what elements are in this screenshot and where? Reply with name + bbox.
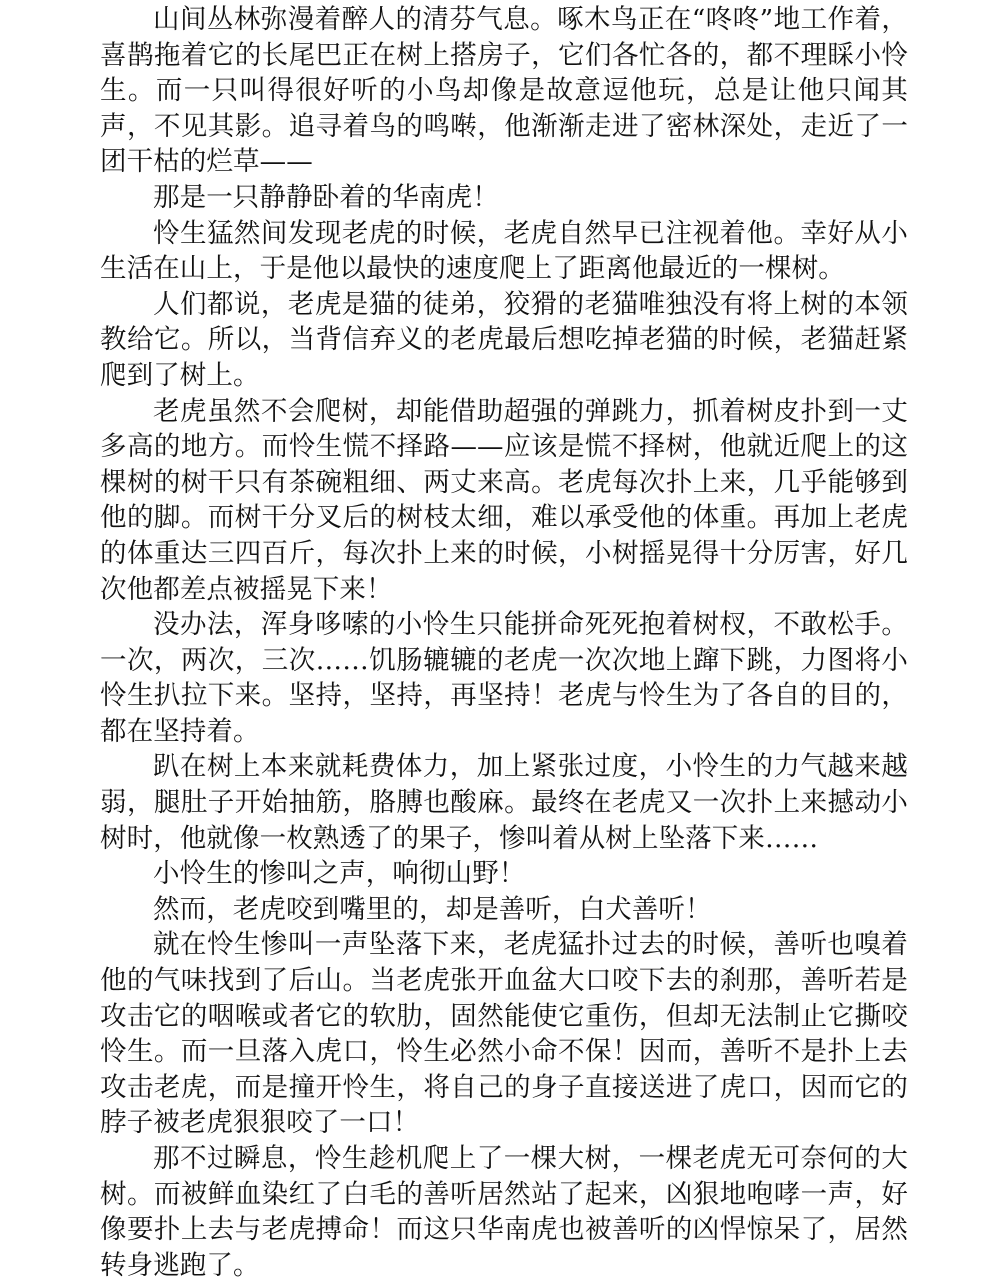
paragraph-4: 人们都说，老虎是猫的徒弟，狡猾的老猫唯独没有将上树的本领教给它。所以，当背信弃义的老虎最后想吃掉老猫的时候，老猫赶紧爬到了树上。 xyxy=(100,288,908,391)
paragraph-6: 没办法，浑身哆嗦的小怜生只能拼命死死抱着树杈，不敢松手。一次，两次，三次……饥肠辘辘的老虎一次次地上蹿下跳，力图将小怜生扒拉下来。坚持，坚持，再坚持！老虎与怜生为了各自的目的，都在坚持着。 xyxy=(100,609,908,747)
paragraph-2: 那是一只静静卧着的华南虎！ xyxy=(153,181,499,213)
paragraph-11: 那不过瞬息，怜生趁机爬上了一棵大树，一棵老虎无可奈何的大树。而被鲜血染红了白毛的善听居然站了起来，凶狠地咆哮一声，好像要扑上去与老虎搏命！而这只华南虎也被善听的凶悍惊呆了，居然转身逃跑了。 xyxy=(100,1143,908,1281)
paragraph-9: 然而，老虎咬到嘴里的，却是善听，白犬善听！ xyxy=(153,893,712,925)
story-text xyxy=(100,2,908,1283)
paragraph-3: 怜生猛然间发现老虎的时候，老虎自然早已注视着他。幸好从小生活在山上，于是他以最快的速度爬上了距离他最近的一棵树。 xyxy=(100,217,908,285)
paragraph-7: 趴在树上本来就耗费体力，加上紧张过度，小怜生的力气越来越弱，腿肚子开始抽筋，胳膊也酸麻。最终在老虎又一次扑上来撼动小树时，他就像一枚熟透了的果子，惨叫着从树上坠落下来…… xyxy=(100,751,908,854)
paragraph-5: 老虎虽然不会爬树，却能借助超强的弹跳力，抓着树皮扑到一丈多高的地方。而怜生慌不择路——应该是慌不择树，他就近爬上的这棵树的树干只有茶碗粗细、两丈来高。老虎每次扑上来，几乎能够到他的脚。而树干分叉后的树枝太细，难以承受他的体重。再加上老虎的体重达三四百斤，每次扑上来的时候，小树摇晃得十分厉害，好几次他都差点被摇晃下来！ xyxy=(100,395,908,605)
paragraph-8: 小怜生的惨叫之声，响彻山野！ xyxy=(153,858,526,890)
paragraph-1: 山间丛林弥漫着醉人的清芬气息。啄木鸟正在“咚咚”地工作着，喜鹊拖着它的长尾巴正在树上搭房子，它们各忙各的，都不理睬小怜生。而一只叫得很好听的小鸟却像是故意逗他玩，总是让他只闻其声，不见其影。追寻着鸟的鸣啭，他渐渐走进了密林深处，走近了一团干枯的烂草—— xyxy=(100,4,908,178)
paragraph-10: 就在怜生惨叫一声坠落下来，老虎猛扑过去的时候，善听也嗅着他的气味找到了后山。当老虎张开血盆大口咬下去的刹那，善听若是攻击它的咽喉或者它的软肋，固然能使它重伤，但却无法制止它撕咬怜生。而一旦落入虎口，怜生必然小命不保！因而，善听不是扑上去攻击老虎，而是撞开怜生，将自己的身子直接送进了虎口，因而它的脖子被老虎狠狠咬了一口！ xyxy=(100,929,908,1139)
